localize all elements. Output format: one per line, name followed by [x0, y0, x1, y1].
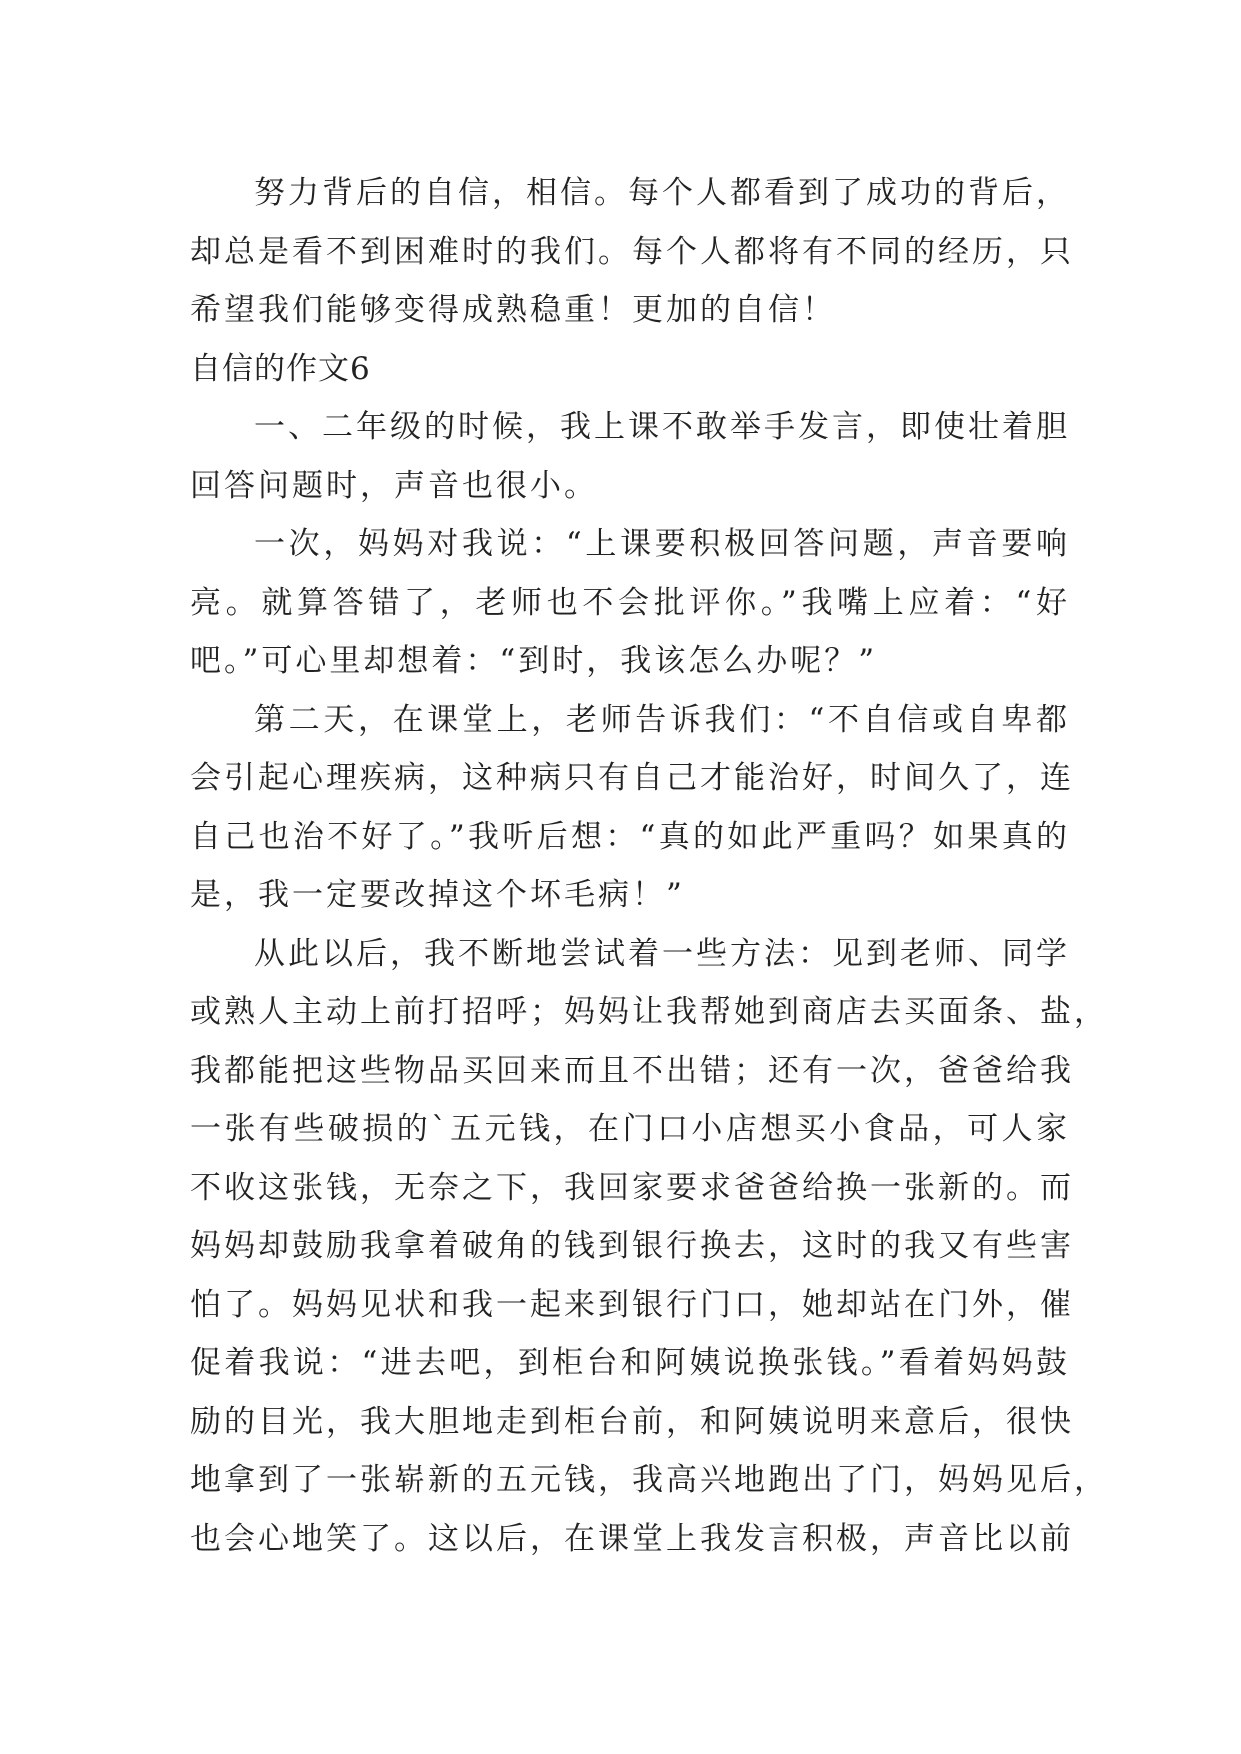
paragraph-line: 怕了。妈妈见状和我一起来到银行门口，她却站在门外，催: [190, 1286, 1074, 1323]
paragraph-line: 一、二年级的时候，我上课不敢举手发言，即使壮着胆: [254, 409, 1070, 445]
paragraph-line: 我都能把这些物品买回来而且不出错；还有一次，爸爸给我: [190, 1052, 1074, 1089]
paragraph-line: 妈妈却鼓励我拿着破角的钱到银行换去，这时的我又有些害: [190, 1228, 1074, 1264]
paragraph-line: 自己也治不好了。”我听后想：“真的如此严重吗？如果真的: [190, 818, 1070, 855]
paragraph-line: 会引起心理疾病，这种病只有自己才能治好，时间久了，连: [190, 760, 1074, 796]
paragraph-line: 或熟人主动上前打招呼；妈妈让我帮她到商店去买面条、盐，: [190, 994, 1108, 1030]
paragraph-line: 第二天，在课堂上，老师告诉我们：“不自信或自卑都: [254, 701, 1070, 738]
section-heading: 自信的作文6: [190, 350, 371, 387]
paragraph-line: 一张有些破损的`五元钱，在门口小店想买小食品，可人家: [190, 1111, 1070, 1147]
paragraph-line: 回答问题时，声音也很小。: [190, 467, 598, 504]
paragraph-line: 地拿到了一张崭新的五元钱，我高兴地跑出了门，妈妈见后，: [190, 1462, 1108, 1498]
essay-body: [190, 164, 1108, 1568]
paragraph-line: 从此以后，我不断地尝试着一些方法：见到老师、同学: [254, 935, 1070, 972]
paragraph-line: 努力背后的自信，相信。每个人都看到了成功的背后，: [254, 175, 1070, 211]
paragraph-line: 促着我说：“进去吧，到柜台和阿姨说换张钱。”看着妈妈鼓: [190, 1345, 1070, 1381]
paragraph-line: 是，我一定要改掉这个坏毛病！”: [190, 877, 685, 913]
paragraph-line: 也会心地笑了。这以后，在课堂上我发言积极，声音比以前: [190, 1520, 1074, 1557]
paragraph-line: 希望我们能够变得成熟稳重！更加的自信！: [190, 292, 836, 328]
paragraph-line: 励的目光，我大胆地走到柜台前，和阿姨说明来意后，很快: [190, 1403, 1074, 1440]
paragraph-line: 亮。就算答错了，老师也不会批评你。”我嘴上应着：“好: [190, 584, 1070, 621]
paragraph-line: 吧。”可心里却想着：“到时，我该怎么办呢？”: [190, 643, 878, 679]
paragraph-line: 不收这张钱，无奈之下，我回家要求爸爸给换一张新的。而: [190, 1169, 1074, 1206]
paragraph-line: 却总是看不到困难时的我们。每个人都将有不同的经历，只: [190, 233, 1074, 270]
paragraph-line: 一次，妈妈对我说：“上课要积极回答问题，声音要响: [254, 526, 1070, 562]
